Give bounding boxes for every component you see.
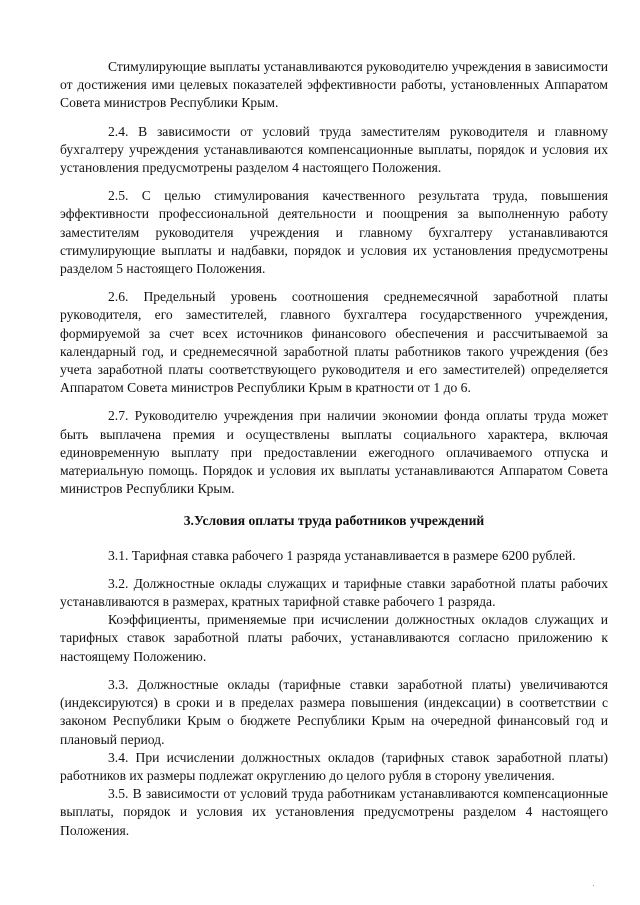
paragraph-2-6: 2.6. Предельный уровень соотношения среднемесячной заработной платы руководителя, его заместителей, главного бухгалтера государственного учреждения, формируемой за счет всех источников финансового обеспечения и рассчитываемой за календарный год, и среднемесячной заработной платы работников такого учреждения (без учета заработной платы соответствующего руководителя и его заместителей) определяется Аппаратом Совета министров Республики Крым в кратности от 1 до 6. [60,289,608,396]
section-heading: 3.Условия оплаты труда работников учреждений [183,513,485,529]
scan-speck [593,885,594,886]
paragraph-2-5: 2.5. С целью стимулирования качественного результата труда, повышения эффективности профессиональной деятельности и поощрения за выполненную работу заместителям руководителя учреждения и главному бухгалтеру устанавливаются стимулирующие выплаты и надбавки, порядок и условия их установления предусмотрены разделом 5 настоящего Положения. [60,188,608,277]
document-page [60,58,608,850]
paragraph-3-3: 3.3. Должностные оклады (тарифные ставки заработной платы) увеличиваются (индексируются) в сроки и в пределах размера повышения (индексации) в соответствии с законом Республики Крым о бюджете Республики Крым на очередной финансовый год и плановый период. [60,676,608,747]
paragraph-3-2: 3.2. Должностные оклады служащих и тарифные ставки заработной платы рабочих устанавливаются в размерах, кратных тарифной ставке рабочего 1 разряда. [60,575,608,610]
paragraph-2-4: 2.4. В зависимости от условий труда заместителям руководителя и главному бухгалтеру учреждения устанавливаются компенсационные выплаты, порядок и условия их установления предусмотрены разделом 4 настоящего Положения. [60,123,608,176]
paragraph-coefficients: Коэффициенты, применяемые при исчислении должностных окладов служащих и тарифных ставок заработной платы рабочих, устанавливаются согласно приложению к настоящему Положению. [60,612,608,664]
paragraph-3-4: 3.4. При исчислении должностных окладов (тарифных ставок заработной платы) работников их размеры подлежат округлению до целого рубля в сторону увеличения. [60,749,608,783]
paragraph-incentive-payments: Стимулирующие выплаты устанавливаются руководителю учреждения в зависимости от достижения ими целевых показателей эффективности работы, установленных Аппаратом Совета министров Республики Крым. [60,59,608,111]
paragraph-3-1: 3.1. Тарифная ставка рабочего 1 разряда устанавливается в размере 6200 рублей. [108,547,576,563]
paragraph-2-7: 2.7. Руководителю учреждения при наличии экономии фонда оплаты труда может быть выплачена премия и осуществлены выплаты социального характера, включая единовременную выплату при предоставлении ежегодного оплачиваемого отпуска и материальную помощь. Порядок и условия их выплаты устанавливаются Аппаратом Совета министров Республики Крым. [60,408,608,497]
paragraph-3-5: 3.5. В зависимости от условий труда работникам устанавливаются компенсационные выплаты, порядок и условия их установления предусмотрены разделом 4 настоящего Положения. [60,786,608,838]
